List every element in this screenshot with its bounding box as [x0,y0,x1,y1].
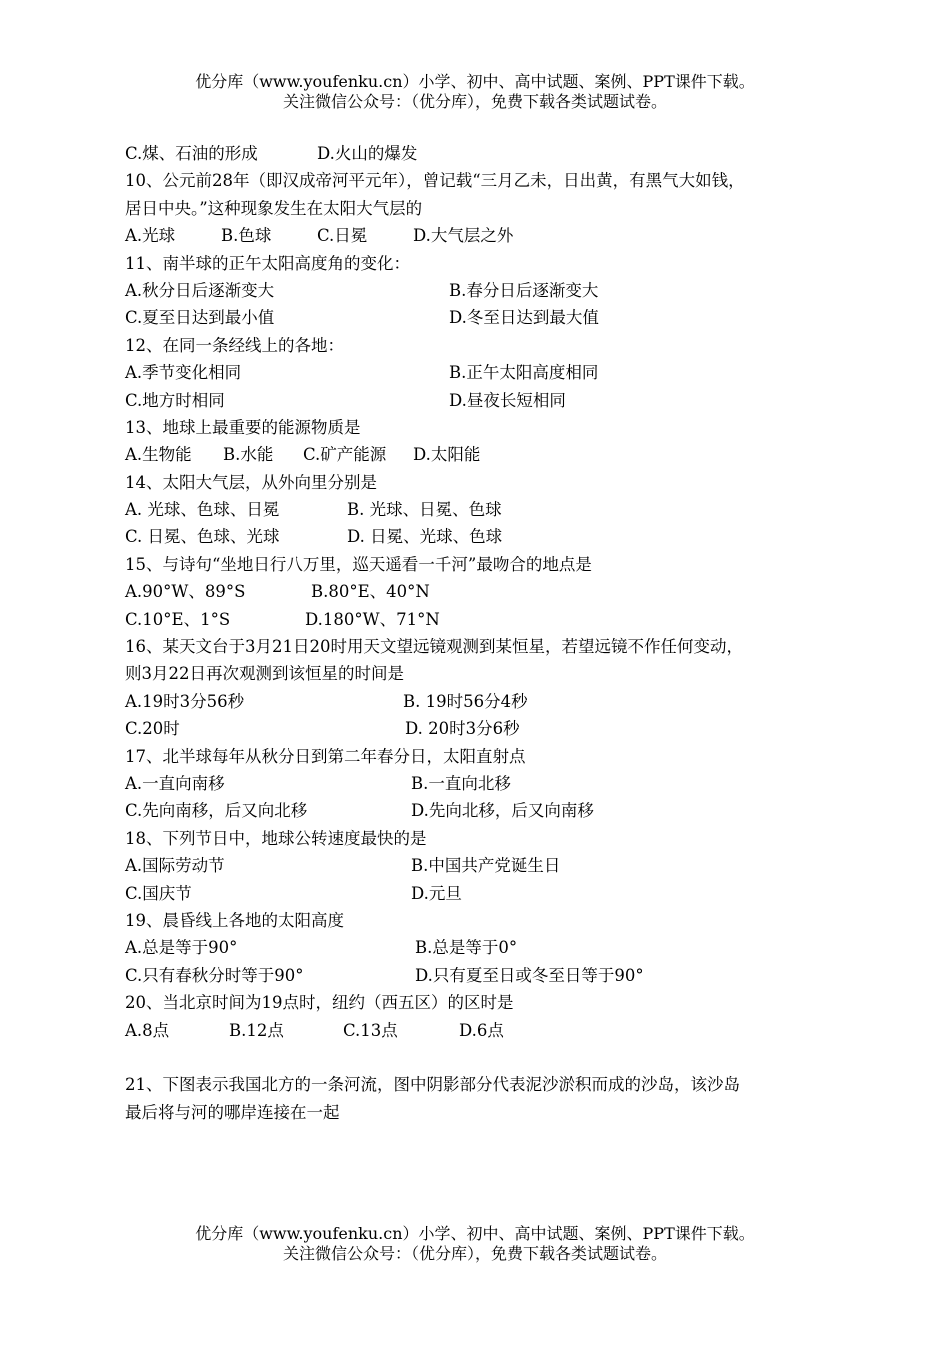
q12-options-row-2 [125,387,845,414]
q16-stem-line-2: 则3月22日再次观测到该恒星的时间是 [125,664,404,684]
q19-option-d: D.只有夏至日或冬至日等于90° [415,965,644,985]
question-content [125,140,845,1126]
q11-option-c: C.夏至日达到最小值 [125,308,275,328]
q13-option-d: D.太阳能 [413,445,481,465]
q17-options-row-1 [125,770,845,797]
q16-option-a: A.19时3分56秒 [125,691,245,711]
q12-stem: 12、在同一条经线上的各地： [125,335,344,355]
q16-options-row-1 [125,688,845,715]
q17-options-row-2 [125,797,845,824]
q17-option-a: A.一直向南移 [125,773,225,793]
q15-stem: 15、与诗句“坐地日行八万里，巡天遥看一千河”最吻合的地点是 [125,554,592,574]
q19-options-row-2 [125,962,845,989]
q17-option-c: C.先向南移，后又向北移 [125,801,308,821]
q13-stem: 13、地球上最重要的能源物质是 [125,417,361,437]
q16-option-b: B. 19时56分4秒 [403,691,528,711]
header-line-2: 关注微信公众号：（优分库），免费下载各类试题试卷。 [282,92,667,111]
q21-stem-line-1: 21、下图表示我国北方的一条河流，图中阴影部分代表泥沙淤积而成的沙岛，该沙岛 [125,1075,740,1095]
header-line-1: 优分库（www.youfenku.cn）小学、初中、高中试题、案例、PPT课件下载。 [195,72,755,91]
q19-stem: 19、晨昏线上各地的太阳高度 [125,910,344,930]
q9-options [125,140,845,167]
q10-option-d: D.大气层之外 [413,226,514,246]
q10-option-a: A.光球 [125,226,176,246]
q17-stem: 17、北半球每年从秋分日到第二年春分日，太阳直射点 [125,746,526,766]
q14-option-d: D. 日冕、光球、色球 [347,527,503,547]
q18-options-row-1 [125,852,845,879]
q20-option-d: D.6点 [459,1020,504,1040]
q11-options-row-2 [125,304,845,331]
q18-stem: 18、下列节日中，地球公转速度最快的是 [125,828,427,848]
q18-option-d: D.元旦 [411,883,462,903]
q10-stem-line-2: 居日中央。”这种现象发生在太阳大气层的 [125,198,423,218]
q12-option-d: D.昼夜长短相同 [449,390,566,410]
q11-option-a: A.秋分日后逐渐变大 [125,280,275,300]
q14-stem: 14、太阳大气层，从外向里分别是 [125,472,377,492]
q14-option-b: B. 光球、日冕、色球 [347,500,502,520]
q11-option-d: D.冬至日达到最大值 [449,308,599,328]
q13-option-a: A.生物能 [125,445,192,465]
q13-option-c: C.矿产能源 [303,445,387,465]
page-header [0,72,950,112]
q21-stem-line-2: 最后将与河的哪岸连接在一起 [125,1102,340,1122]
q10-stem-line-1: 10、公元前28年（即汉成帝河平元年），曾记载“三月乙未，日出黄，有黑气大如钱， [125,171,745,191]
q14-options-row-1 [125,496,845,523]
q20-option-a: A.8点 [125,1020,170,1040]
footer-line-2: 关注微信公众号：（优分库），免费下载各类试题试卷。 [282,1244,667,1263]
q12-options-row-1 [125,359,845,386]
q18-options-row-2 [125,880,845,907]
q17-option-d: D.先向北移，后又向南移 [411,801,594,821]
q14-option-a: A. 光球、色球、日冕 [125,500,280,520]
q19-options-row-1 [125,934,845,961]
q15-option-b: B.80°E、40°N [311,582,430,602]
q13-options [125,441,845,468]
q19-option-c: C.只有春秋分时等于90° [125,965,304,985]
q15-option-d: D.180°W、71°N [305,609,440,629]
q18-option-a: A.国际劳动节 [125,856,225,876]
q14-option-c: C. 日冕、色球、光球 [125,527,280,547]
q17-option-b: B.一直向北移 [411,773,511,793]
q15-options-row-1 [125,578,845,605]
q16-stem-line-1: 16、某天文台于3月21日20时用天文望远镜观测到某恒星，若望远镜不作任何变动， [125,637,743,657]
q12-option-a: A.季节变化相同 [125,363,242,383]
q19-option-b: B.总是等于0° [415,938,518,958]
q20-option-b: B.12点 [229,1020,284,1040]
q12-option-c: C.地方时相同 [125,390,225,410]
q12-option-b: B.正午太阳高度相同 [449,363,599,383]
q16-option-c: C.20时 [125,719,180,739]
q10-option-b: B.色球 [221,226,272,246]
q15-option-c: C.10°E、1°S [125,609,231,629]
q11-option-b: B.春分日后逐渐变大 [449,280,599,300]
q16-option-d: D. 20时3分6秒 [405,719,520,739]
q20-option-c: C.13点 [343,1020,398,1040]
q15-option-a: A.90°W、89°S [125,582,246,602]
q11-stem: 11、南半球的正午太阳高度角的变化： [125,253,410,273]
q18-option-b: B.中国共产党诞生日 [411,856,561,876]
spacer [125,1044,845,1071]
q9-option-c: C.煤、石油的形成 [125,144,258,163]
page-footer [0,1224,950,1264]
q20-options [125,1017,845,1044]
q19-option-a: A.总是等于90° [125,938,238,958]
q14-options-row-2 [125,523,845,550]
footer-line-1: 优分库（www.youfenku.cn）小学、初中、高中试题、案例、PPT课件下载。 [195,1224,755,1243]
q13-option-b: B.水能 [223,445,274,465]
q20-stem: 20、当北京时间为19点时，纽约（西五区）的区时是 [125,993,514,1013]
q11-options-row-1 [125,277,845,304]
q10-option-c: C.日冕 [317,226,368,246]
q10-options [125,222,845,249]
q9-option-d: D.火山的爆发 [317,144,418,163]
q16-options-row-2 [125,715,845,742]
q15-options-row-2 [125,606,845,633]
q18-option-c: C.国庆节 [125,883,192,903]
